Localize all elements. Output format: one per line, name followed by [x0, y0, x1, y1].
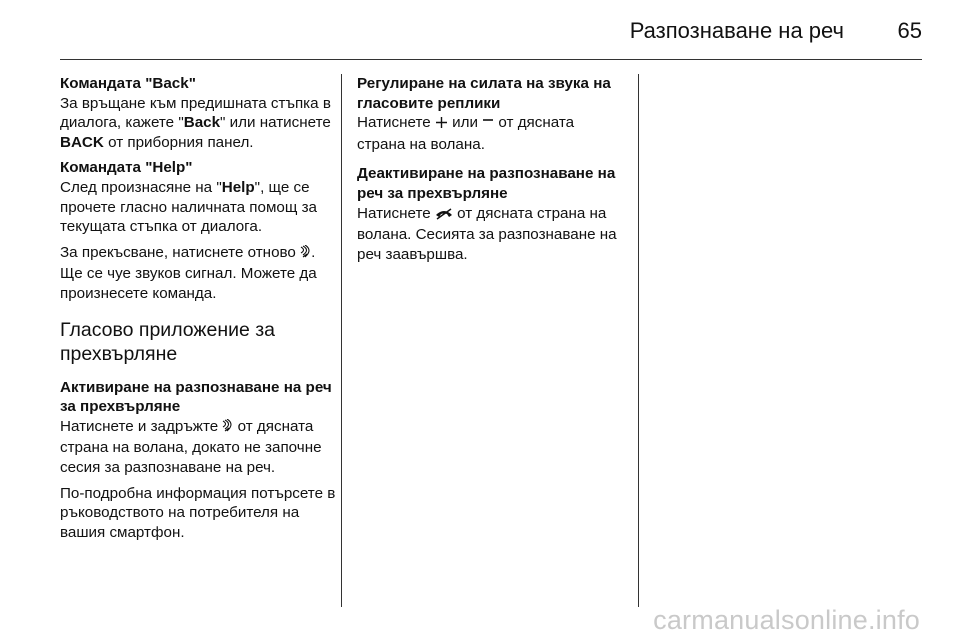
text-run: от дясната страна на волана. Сесията за разпознаване на реч заавършва. [357, 204, 617, 263]
text-run: от дясната страна на волана, докато не започне сесия за разпознаване на реч. [60, 417, 322, 476]
deactivate-block [357, 164, 625, 264]
voice-command-icon [222, 419, 233, 439]
activate-text [60, 417, 336, 478]
column-left [60, 74, 336, 548]
volume-block [357, 74, 625, 154]
help-command-text [60, 178, 336, 237]
watermark: carmanualsonline.info [653, 605, 920, 635]
text-run: Натиснете [357, 114, 435, 132]
page-header [60, 0, 922, 62]
plus-icon [435, 115, 448, 135]
text-run: от приборния панел. [103, 133, 254, 151]
deactivate-text [357, 204, 625, 265]
more-info-text: По-подробна информация потърсете в ръководството на потребителя на вашия смартфон. [60, 484, 336, 541]
text-run: или [447, 114, 483, 132]
voice-command-icon [300, 245, 311, 265]
text-run: Натиснете [357, 204, 435, 222]
help-command-heading: Командата "Help" [60, 159, 193, 177]
activate-heading: Активиране на разпознаване на реч за прехвърляне [60, 378, 332, 416]
text-run: След произнасяне на " [60, 178, 222, 196]
volume-heading: Регулиране на силата на звука на гласовите реплики [357, 75, 611, 112]
text-run: от дясната страна на волана. [357, 114, 575, 153]
help-command-block [60, 158, 336, 236]
header-title: Разпознаване на реч [629, 18, 844, 43]
text-run: . Ще се чуе звуков сигнал. Можете да произнесете команда. [60, 243, 317, 302]
minus-icon [482, 115, 494, 135]
section-heading-projection: Гласово приложение за прехвърляне [60, 318, 276, 365]
text-run: " или натиснете [220, 114, 331, 132]
column-divider [341, 74, 342, 607]
keyword-help: Help [221, 178, 255, 196]
page-number: 65 [897, 18, 922, 43]
back-command-text [60, 94, 336, 153]
volume-text [357, 113, 625, 154]
interrupt-text [60, 243, 336, 304]
text-run: ", ще се прочете гласно наличната помощ за текущата стъпка от диалога. [60, 178, 317, 236]
text-run: За прекъсване, натиснете отново [60, 243, 301, 261]
header-rule [60, 59, 922, 60]
text-run: Натиснете и задръжте [60, 417, 223, 435]
hang-up-icon [435, 206, 453, 226]
text-run: За връщане към предишната стъпка в диалога, кажете " [60, 94, 331, 132]
back-command-heading: Командата "Back" [60, 75, 196, 92]
button-name-back: BACK [60, 133, 104, 151]
column-right [357, 74, 625, 270]
activate-block [60, 378, 336, 478]
back-command-block [60, 74, 336, 152]
column-divider [638, 74, 639, 607]
deactivate-heading: Деактивиране на разпознаване на реч за прехвърляне [357, 165, 616, 202]
keyword-back: Back [183, 114, 221, 132]
